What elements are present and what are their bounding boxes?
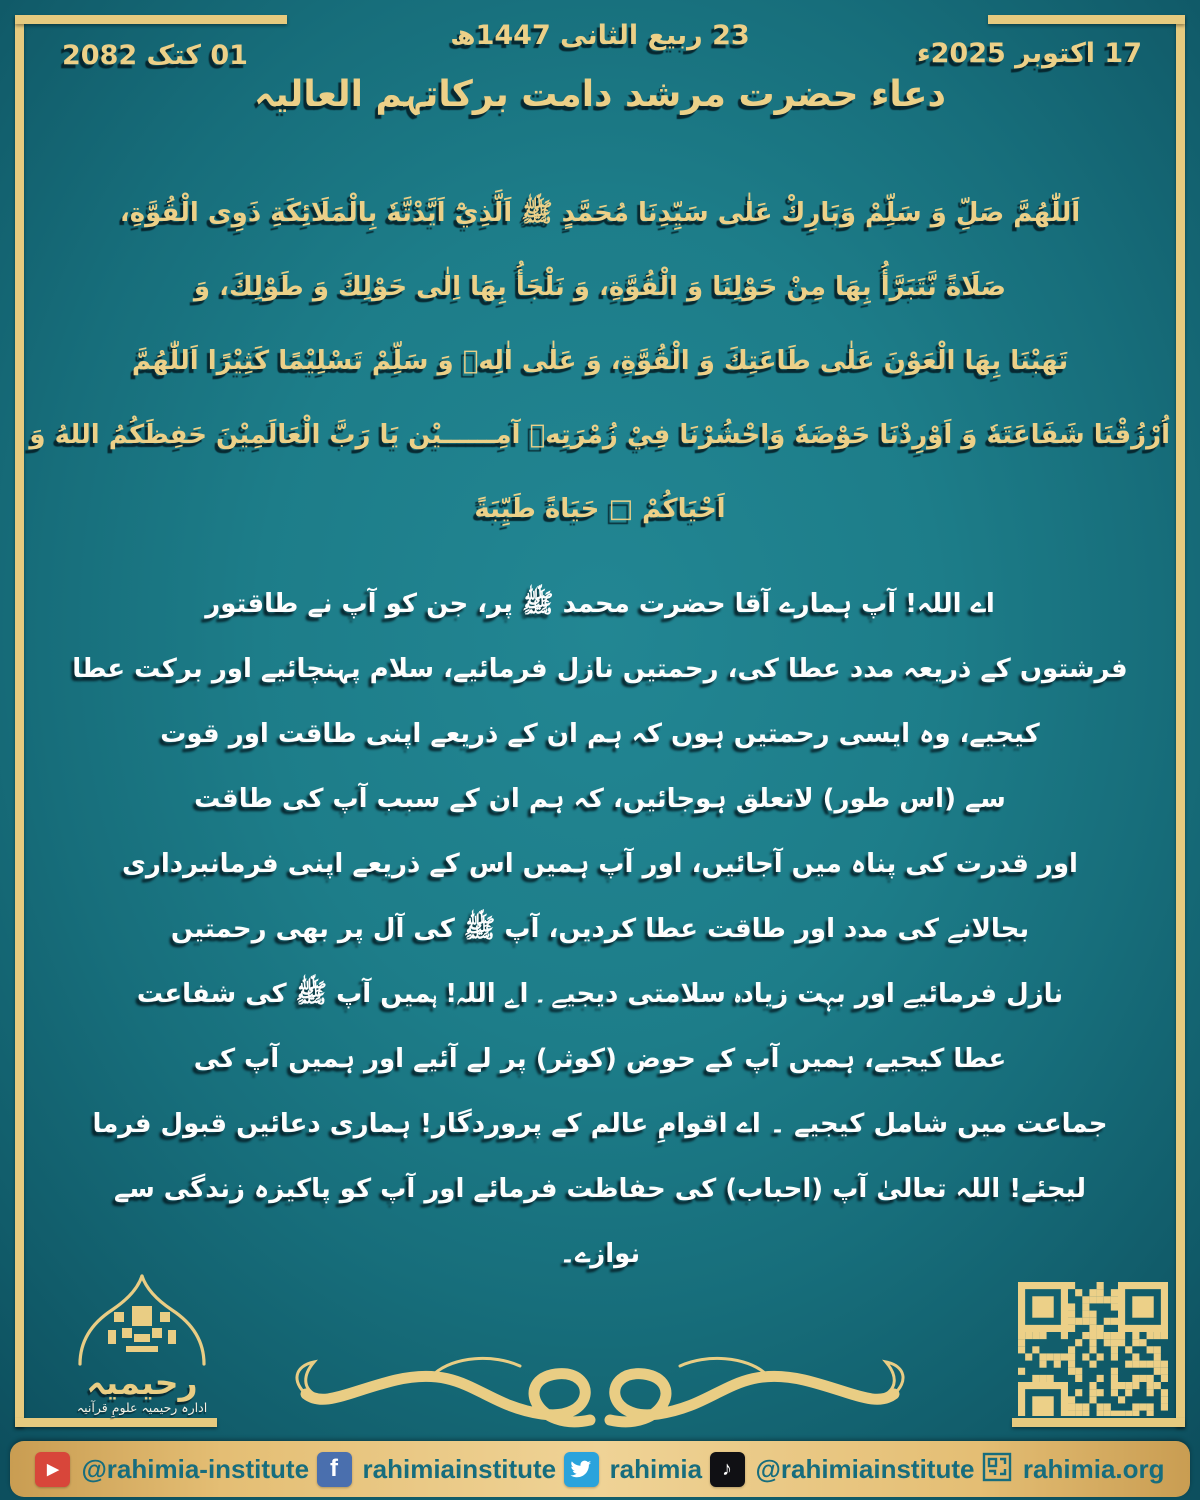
- arabic-line: اَللّٰهُمَّ صَلِّ وَ سَلِّمْ وَبَارِكْ عَلٰى سَيِّدِنَا مُحَمَّدٍ ﷺ اَلَّذِيْٓ اَيَّدْتَّهٗ بِالْمَلَائِكَةِ ذَوِی الْقُوَّةِ،: [119, 198, 1081, 228]
- social-bar: [10, 1441, 1190, 1497]
- arch-kufic-icon: [36, 1272, 248, 1368]
- website-handle: rahimia.org: [1022, 1453, 1165, 1484]
- website-link[interactable]: [982, 1452, 1165, 1486]
- twitter-handle: rahimia: [609, 1453, 703, 1484]
- music-note-icon: ♪: [710, 1452, 745, 1487]
- urdu-line: بجالانے کی مدد اور طاقت عطا کردیں، آپ ﷺ کی آل پر بھی رحمتیں: [170, 914, 1030, 944]
- urdu-line: نوازے۔: [559, 1239, 641, 1269]
- youtube-handle: @rahimia-institute: [81, 1453, 310, 1484]
- facebook-handle: rahimiainstitute: [362, 1453, 557, 1484]
- urdu-line: اے اللہ! آپ ہمارے آقا حضرت محمد ﷺ پر، جن کو آپ نے طاقتور: [205, 589, 995, 619]
- twitter-link[interactable]: [564, 1452, 703, 1487]
- rahimia-monogram-icon: [982, 1452, 1012, 1486]
- urdu-line: سے (اس طور) لاتعلق ہوجائیں، کہ ہم ان کے سبب آپ کی طاقت: [194, 784, 1006, 814]
- urdu-line: فرشتوں کے ذریعہ مدد عطا کی، رحمتیں نازل فرمائیے، سلام پہنچائیے اور برکت عطا: [72, 654, 1128, 684]
- rahimia-logo: [36, 1272, 248, 1415]
- date-gregorian: 17 اکتوبر 2025ء: [916, 38, 1142, 69]
- arabic-line: اَحْيَاكُمْ □ حَيَاةً طَيِّبَةً: [474, 494, 726, 524]
- youtube-icon: ▶: [35, 1452, 70, 1487]
- tiktok-handle: @rahimiainstitute: [755, 1453, 975, 1484]
- page-title: دعاء حضرت مرشد دامت برکاتہم العالیہ: [254, 74, 946, 115]
- tiktok-link[interactable]: [710, 1452, 975, 1487]
- frame-left: [15, 15, 24, 1427]
- frame-right: [1176, 15, 1185, 1427]
- logo-name: رحیمیہ: [86, 1363, 198, 1402]
- frame-bottom-left: [15, 1418, 217, 1427]
- urdu-line: جماعت میں شامل کیجیے ۔ اے اقوامِ عالم کے پروردگار! ہماری دعائیں قبول فرما: [92, 1109, 1108, 1139]
- arabic-prayer: [30, 176, 1170, 546]
- twitter-bird-icon: [564, 1452, 599, 1487]
- facebook-link[interactable]: [317, 1452, 557, 1487]
- urdu-line: نازل فرمائیے اور بہت زیادہ سلامتی دیجیے ۔ اے اللہ! ہمیں آپ ﷺ کی شفاعت: [136, 979, 1064, 1009]
- urdu-line: اور قدرت کی پناہ میں آجائیں، اور آپ ہمیں اس کے ذریعے اپنی فرمانبرداری: [122, 849, 1078, 879]
- urdu-translation: [30, 572, 1170, 1287]
- arabic-line: تَهَبْنَا بِهَا الْعَوْنَ عَلٰى طَاعَتِكَ وَ الْقُوَّةِ، وَ عَلٰى اٰلِهٖ وَ سَلِّمْ تَسْلِيْمًا كَثِيْرًا اَللّٰهُمَّ: [131, 346, 1069, 376]
- urdu-line: لیجئے! اللہ تعالیٰ آپ (احباب) کی حفاظت فرمائے اور آپ کو پاکیزہ زندگی سے: [113, 1174, 1087, 1204]
- facebook-icon: f: [317, 1452, 352, 1487]
- flourish-ornament-icon: [284, 1336, 916, 1440]
- urdu-line: کیجیے، وہ ایسی رحمتیں ہوں کہ ہم ان کے ذریعے اپنی طاقت اور قوت: [160, 719, 1040, 749]
- qr-code: [1018, 1282, 1168, 1420]
- date-bikrami: 01 کتک 2082: [62, 40, 248, 71]
- arabic-line: اُرْزُقْنَا شَفَاعَتَهٗ وَ اَوْرِدْنَا حَوْضَهٗ وَاحْشُرْنَا فِيْ زُمْرَتِهٖ آمِــــــيْن يَا رَبَّ الْعَالَمِيْنَ حَفِظَكُمُ اللهُ وَ: [29, 420, 1170, 450]
- logo-subtitle: ادارہ رحیمیہ علومِ قرآنیہ: [76, 1400, 208, 1415]
- arabic-line: صَلَاةً نَّتَبَرَّأُ بِهَا مِنْ حَوْلِنَا وَ الْقُوَّةِ، وَ نَلْجَأُ بِهَا اِلٰى حَوْلِكَ وَ طَوْلِكَ، وَ: [193, 272, 1007, 302]
- youtube-link[interactable]: [35, 1452, 309, 1487]
- urdu-line: عطا کیجیے، ہمیں آپ کے حوض (کوثر) پر لے آئیے اور ہمیں آپ کی: [193, 1044, 1007, 1074]
- date-hijri: 23 ربیع الثانی 1447ھ: [450, 20, 750, 51]
